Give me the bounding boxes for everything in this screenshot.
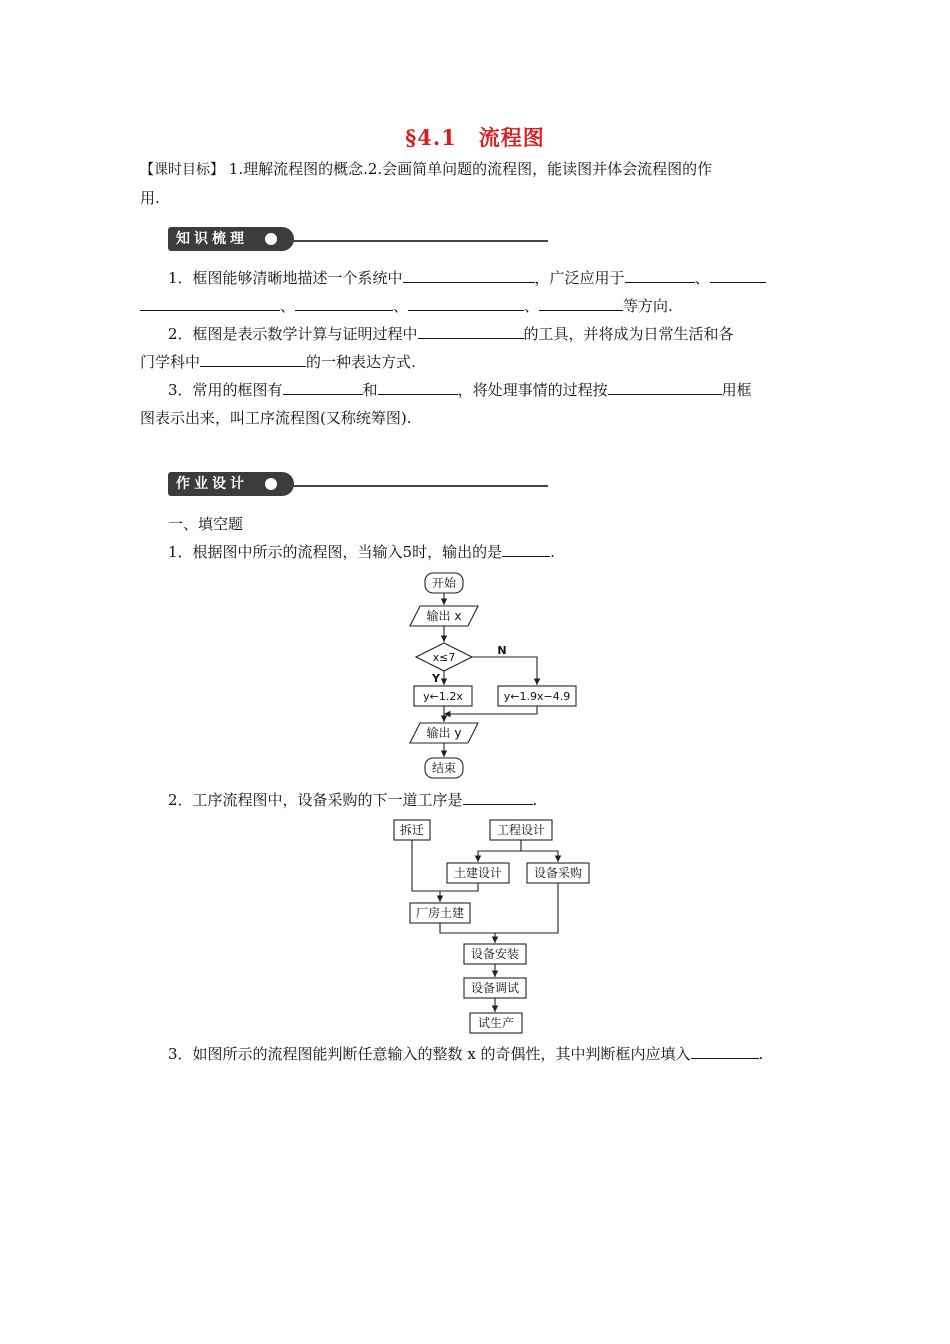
item-text: 、 [393,297,409,315]
fc2-engineering-design: 工程设计 [496,823,546,837]
page-title: §4.1 流程图 [405,125,545,150]
section-tag: 作业设计 [168,472,294,496]
fill-blank[interactable] [625,266,695,283]
fc1-output: 输出 y [426,726,462,740]
bullet-dot-icon [265,233,277,245]
section-header-homework [168,472,550,502]
section-header-knowledge [168,227,550,257]
fc1-proc-no: y←1.9x−4.9 [503,690,571,703]
item-text: 用框 [721,381,752,399]
item-text: 的一种表达方式. [306,353,416,371]
fc1-input: 输出 x [426,609,462,623]
fill-blank[interactable] [283,378,363,395]
item-text: ，广泛应用于 [534,269,625,287]
item-text: 等方向. [623,297,673,315]
fill-blank[interactable] [418,322,524,339]
section-tag: 知识梳理 [168,227,294,251]
item-text: 2．框图是表示数学计算与证明过程中 [168,325,418,343]
item-text: 和 [362,381,378,399]
knowledge-item-3 [140,376,820,432]
question-2 [168,786,818,814]
question-text: 2．工序流程图中，设备采购的下一道工序是 [168,791,463,809]
item-text: 、 [524,297,540,315]
objectives-label: 【课时目标】 [140,162,224,178]
question-text: 1．根据图中所示的流程图，当输入5时，输出的是 [168,543,503,561]
answer-blank[interactable] [502,540,550,557]
question-3 [168,1040,828,1068]
fc2-equipment-install: 设备安装 [470,947,520,961]
flowchart-1 [400,568,590,783]
fc2-equipment-purchase: 设备采购 [533,866,583,880]
fc2-demolish: 拆迁 [399,823,425,837]
fill-blank[interactable] [710,266,766,283]
answer-blank[interactable] [463,788,533,805]
fill-blank[interactable] [140,294,280,311]
question-1 [168,538,818,566]
question-text: . [550,543,555,561]
subheading: 一、填空题 [168,515,244,533]
fc1-decision: x≤7 [432,651,456,664]
item-text: 、 [694,269,710,287]
flowchart-2 [385,815,595,1037]
fill-blank[interactable] [539,294,623,311]
fill-blank[interactable] [408,294,524,311]
knowledge-item-1 [140,264,820,320]
knowledge-item-2 [140,320,820,376]
bullet-dot-icon [265,478,277,490]
objectives [140,155,820,212]
item-text: 的工具，并将成为日常生活和各 [523,325,734,343]
question-text: . [758,1045,764,1063]
fill-blank[interactable] [200,350,306,367]
fc1-no: N [497,644,507,657]
fill-blank[interactable] [608,378,722,395]
question-text: . [532,791,538,809]
fill-blank[interactable] [403,266,535,283]
item-text: 1．框图能够清晰地描述一个系统中 [168,269,403,287]
question-text: 3．如图所示的流程图能判断任意输入的整数 x 的奇偶性，其中判断框内应填入 [168,1045,691,1063]
item-text: ，将处理事情的过程按 [457,381,608,399]
fc1-proc-yes: y←1.2x [423,690,463,703]
fill-blank[interactable] [295,294,393,311]
answer-blank[interactable] [691,1042,759,1059]
fill-blank[interactable] [378,378,458,395]
divider [286,485,548,487]
fc1-start: 开始 [431,576,457,590]
fc2-civil-design: 土建设计 [453,866,503,880]
fc1-end: 结束 [431,761,457,775]
item-text: 图表示出来，叫工序流程图(又称统筹图). [140,409,412,427]
fc2-trial-production: 试生产 [477,1016,515,1030]
fc2-plant-construction: 厂房土建 [415,906,465,920]
objectives-text: 1.理解流程图的概念.2.会画简单问题的流程图，能读图并体会流程图的作 [228,160,713,178]
fc1-yes: Y [432,672,440,685]
objectives-text-2: 用. [140,189,160,207]
divider [286,240,548,242]
fc2-equipment-debug: 设备调试 [470,981,520,995]
item-text: 、 [280,297,296,315]
item-text: 3．常用的框图有 [168,381,283,399]
item-text: 门学科中 [140,353,201,371]
